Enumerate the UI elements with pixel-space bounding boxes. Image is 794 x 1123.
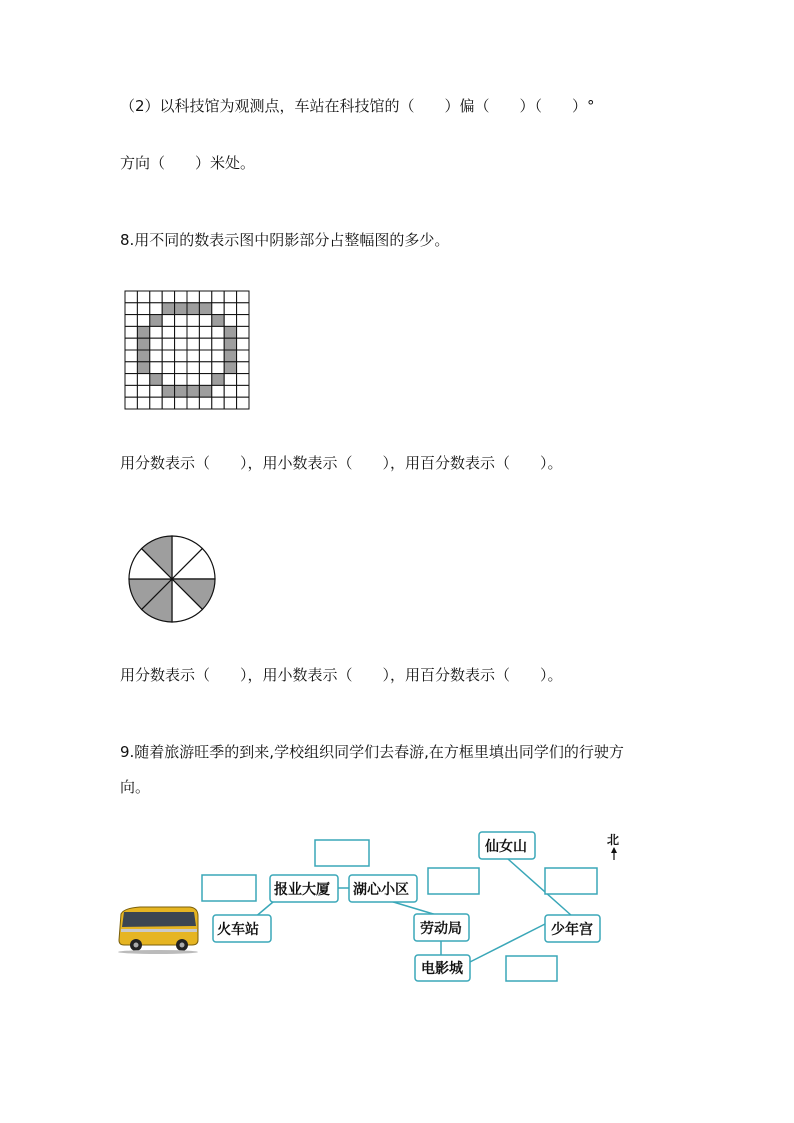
grid-cell-shaded [137, 362, 149, 374]
grid-cell [224, 303, 236, 315]
grid-cell [187, 291, 199, 303]
grid-cell [187, 350, 199, 362]
grid-cell [175, 362, 187, 374]
answer-box-2[interactable] [202, 875, 256, 901]
grid-cell [137, 385, 149, 397]
grid-cell [150, 326, 162, 338]
grid-cell-shaded [224, 362, 236, 374]
q7-part2-line1: （2）以科技馆为观测点，车站在科技馆的（ ）偏（ ）（ ）° [120, 97, 595, 115]
grid-cell [237, 397, 249, 409]
place-xiannv-mountain: 仙女山 [485, 839, 527, 855]
grid-cell-shaded [150, 374, 162, 386]
route-map [110, 828, 640, 988]
grid-cell-shaded [137, 350, 149, 362]
grid-cell [162, 315, 174, 327]
grid-cell-shaded [187, 385, 199, 397]
grid-cell [224, 315, 236, 327]
grid-cell [224, 385, 236, 397]
place-cinema: 电影城 [421, 961, 463, 977]
grid-cell-shaded [224, 350, 236, 362]
grid-cell-shaded [199, 303, 211, 315]
bus-icon [118, 907, 198, 954]
grid-cell [125, 326, 137, 338]
grid-cell [162, 374, 174, 386]
grid-cell [187, 374, 199, 386]
grid-cell [150, 338, 162, 350]
grid-cell [162, 362, 174, 374]
grid-cell [199, 362, 211, 374]
grid-cell [237, 374, 249, 386]
place-youth-palace: 少年宫 [551, 922, 593, 938]
grid-cell-shaded [137, 326, 149, 338]
grid-cell [125, 303, 137, 315]
place-huxin-district: 湖心小区 [353, 882, 409, 898]
grid-cell [125, 362, 137, 374]
grid-cell [237, 315, 249, 327]
grid-cell [212, 362, 224, 374]
grid-cell [150, 303, 162, 315]
grid-cell-shaded [212, 315, 224, 327]
q9-title-line1: 9.随着旅游旺季的到来,学校组织同学们去春游,在方框里填出同学们的行驶方 [120, 743, 624, 761]
grid-cell [237, 291, 249, 303]
grid-cell [125, 291, 137, 303]
grid-cell [237, 338, 249, 350]
grid-cell [212, 303, 224, 315]
grid-cell [125, 315, 137, 327]
grid-cell [212, 350, 224, 362]
grid-cell-shaded [175, 303, 187, 315]
grid-cell-shaded [150, 315, 162, 327]
grid-cell [212, 326, 224, 338]
place-labor-bureau: 劳动局 [420, 921, 462, 937]
grid-cell [237, 303, 249, 315]
grid-cell [199, 315, 211, 327]
grid-cell [150, 397, 162, 409]
grid-cell-shaded [212, 374, 224, 386]
north-label: 北 [607, 833, 620, 847]
place-baoye-building: 报业大厦 [274, 882, 330, 898]
grid-cell [125, 397, 137, 409]
grid-cell [199, 350, 211, 362]
grid-cell [150, 362, 162, 374]
grid-cell [175, 350, 187, 362]
grid-cell [187, 397, 199, 409]
grid-cell [175, 291, 187, 303]
grid-cell [125, 338, 137, 350]
grid-cell [199, 326, 211, 338]
grid-cell [187, 326, 199, 338]
grid-cell [175, 397, 187, 409]
grid-cell [125, 385, 137, 397]
grid-cell [137, 374, 149, 386]
grid-cell [224, 397, 236, 409]
q7-part2-line2: 方向（ ）米处。 [120, 154, 256, 172]
north-arrow-icon [611, 847, 617, 860]
grid-cell [237, 362, 249, 374]
grid-cell [175, 374, 187, 386]
grid-cell [162, 350, 174, 362]
grid-cell [224, 374, 236, 386]
grid-cell [162, 338, 174, 350]
grid-cell [187, 315, 199, 327]
grid-cell [125, 374, 137, 386]
grid-cell [150, 291, 162, 303]
grid-cell [175, 326, 187, 338]
q9-title-line2: 向。 [120, 778, 151, 796]
grid-cell [150, 350, 162, 362]
grid-cell [162, 326, 174, 338]
grid-cell [137, 315, 149, 327]
grid-cell [212, 338, 224, 350]
grid-cell [212, 397, 224, 409]
grid-cell-shaded [162, 385, 174, 397]
grid-figure [124, 290, 250, 410]
grid-cell [175, 315, 187, 327]
grid-cell [199, 291, 211, 303]
grid-cell [150, 385, 162, 397]
grid-cell [125, 350, 137, 362]
grid-cell [237, 326, 249, 338]
grid-cell [137, 303, 149, 315]
q8-pie-answer: 用分数表示（ ），用小数表示（ ），用百分数表示（ ）。 [120, 666, 563, 684]
answer-box-3[interactable] [428, 868, 479, 894]
grid-cell-shaded [187, 303, 199, 315]
grid-cell-shaded [224, 338, 236, 350]
grid-cell-shaded [175, 385, 187, 397]
grid-cell [212, 385, 224, 397]
grid-cell [199, 374, 211, 386]
answer-box-5[interactable] [506, 956, 557, 981]
grid-cell [187, 362, 199, 374]
grid-cell [199, 338, 211, 350]
grid-cell [237, 385, 249, 397]
grid-cell [237, 350, 249, 362]
answer-box-4[interactable] [545, 868, 597, 894]
pie-figure [127, 534, 217, 624]
grid-cell-shaded [162, 303, 174, 315]
grid-cell [187, 338, 199, 350]
q8-grid-answer: 用分数表示（ ），用小数表示（ ），用百分数表示（ ）。 [120, 454, 563, 472]
grid-cell-shaded [224, 326, 236, 338]
grid-cell [224, 291, 236, 303]
place-train-station: 火车站 [217, 922, 259, 938]
grid-cell-shaded [199, 385, 211, 397]
grid-cell [137, 397, 149, 409]
q8-title: 8.用不同的数表示图中阴影部分占整幅图的多少。 [120, 231, 450, 249]
grid-cell-shaded [137, 338, 149, 350]
grid-cell [212, 291, 224, 303]
grid-cell [162, 397, 174, 409]
answer-box-1[interactable] [315, 840, 369, 866]
grid-cell [199, 397, 211, 409]
grid-cell [162, 291, 174, 303]
grid-cell [175, 338, 187, 350]
grid-cell [137, 291, 149, 303]
